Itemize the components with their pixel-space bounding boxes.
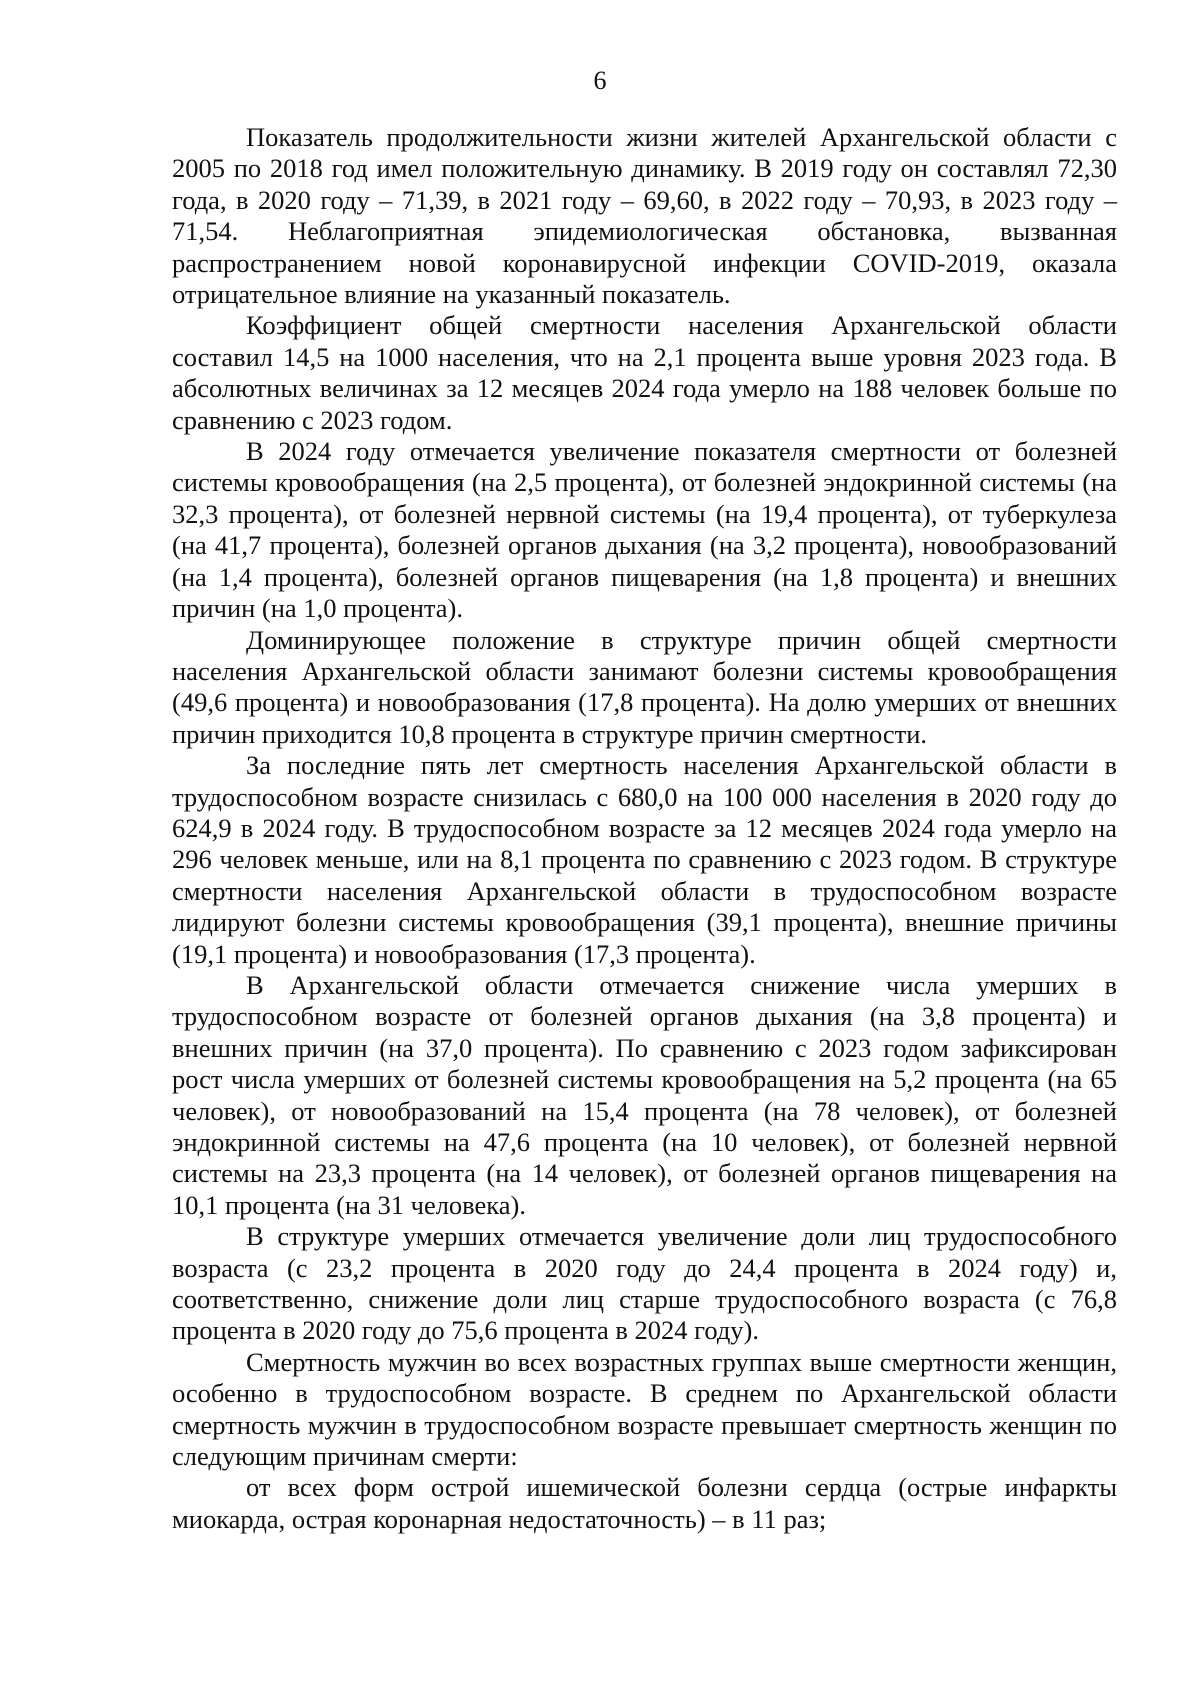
paragraph-male-mortality: Смертность мужчин во всех возрастных группах выше смертности женщин, особенно в трудоспособном возрасте. В среднем по Архангельской области смертность мужчин в трудоспособном возрасте превышает смертность женщин по следующим причинам смерти: xyxy=(172,1346,1117,1472)
paragraph-mortality-rate: Коэффициент общей смертности населения Архангельской области составил 14,5 на 1000 населения, что на 2,1 процента выше уровня 2023 года. В абсолютных величинах за 12 месяцев 2024 года умерло на 188 человек больше по сравнению с 2023 годом. xyxy=(172,310,1117,435)
document-body xyxy=(172,122,1117,1535)
paragraph-working-age-changes: В Архангельской области отмечается снижение числа умерших в трудоспособном возрасте от болезней органов дыхания (на 3,8 процента) и внешних причин (на 37,0 процента). По сравнению с 2023 годом зафиксирован рост числа умерших от болезней системы кровообращения на 5,2 процента (на 65 человек), от новообразований на 15,4 процента (на 78 человек), от болезней эндокринной системы на 47,6 процента (на 10 человек), от болезней нервной системы на 23,3 процента (на 14 человек), от болезней органов пищеварения на 10,1 процента (на 31 человека). xyxy=(172,969,1117,1220)
paragraph-dominant-causes: Доминирующее положение в структуре причин общей смертности населения Архангельской области занимают болезни системы кровообращения (49,6 процента) и новообразования (17,8 процента). На долю умерших от внешних причин приходится 10,8 процента в структуре причин смертности. xyxy=(172,624,1117,749)
paragraph-mortality-causes-increase: В 2024 году отмечается увеличение показателя смертности от болезней системы кровообращения (на 2,5 процента), от болезней эндокринной системы (на 32,3 процента), от болезней нервной системы (на 19,4 процента), от туберкулеза (на 41,7 процента), болезней органов дыхания (на 3,2 процента), новообразований (на 1,4 процента), болезней органов пищеварения (на 1,8 процента) и внешних причин (на 1,0 процента). xyxy=(172,436,1117,624)
paragraph-working-age-mortality: За последние пять лет смертность населения Архангельской области в трудоспособном возрасте снизилась с 680,0 на 100 000 населения в 2020 году до 624,9 в 2024 году. В трудоспособном возрасте за 12 месяцев 2024 года умерло на 296 человек меньше, или на 8,1 процента по сравнению с 2023 годом. В структуре смертности населения Архангельской области в трудоспособном возрасте лидируют болезни системы кровообращения (39,1 процента), внешние причины (19,1 процента) и новообразования (17,3 процента). xyxy=(172,750,1117,969)
paragraph-ischemic-heart-disease: от всех форм острой ишемической болезни сердца (острые инфаркты миокарда, острая коронарная недостаточность) – в 11 раз; xyxy=(172,1472,1117,1534)
page-number: 6 xyxy=(593,66,607,95)
paragraph-age-structure: В структуре умерших отмечается увеличение доли лиц трудоспособного возраста (с 23,2 процента в 2020 году до 24,4 процента в 2024 году) и, соответственно, снижение доли лиц старше трудоспособного возраста (с 76,8 процента в 2020 году до 75,6 процента в 2024 году). xyxy=(172,1221,1117,1346)
paragraph-life-expectancy: Показатель продолжительности жизни жителей Архангельской области с 2005 по 2018 год имел положительную динамику. В 2019 году он составлял 72,30 года, в 2020 году – 71,39, в 2021 году – 69,60, в 2022 году – 70,93, в 2023 году – 71,54. Неблагоприятная эпидемиологическая обстановка, вызванная распространением новой коронавирусной инфекции COVID-2019, оказала отрицательное влияние на указанный показатель. xyxy=(172,122,1117,310)
